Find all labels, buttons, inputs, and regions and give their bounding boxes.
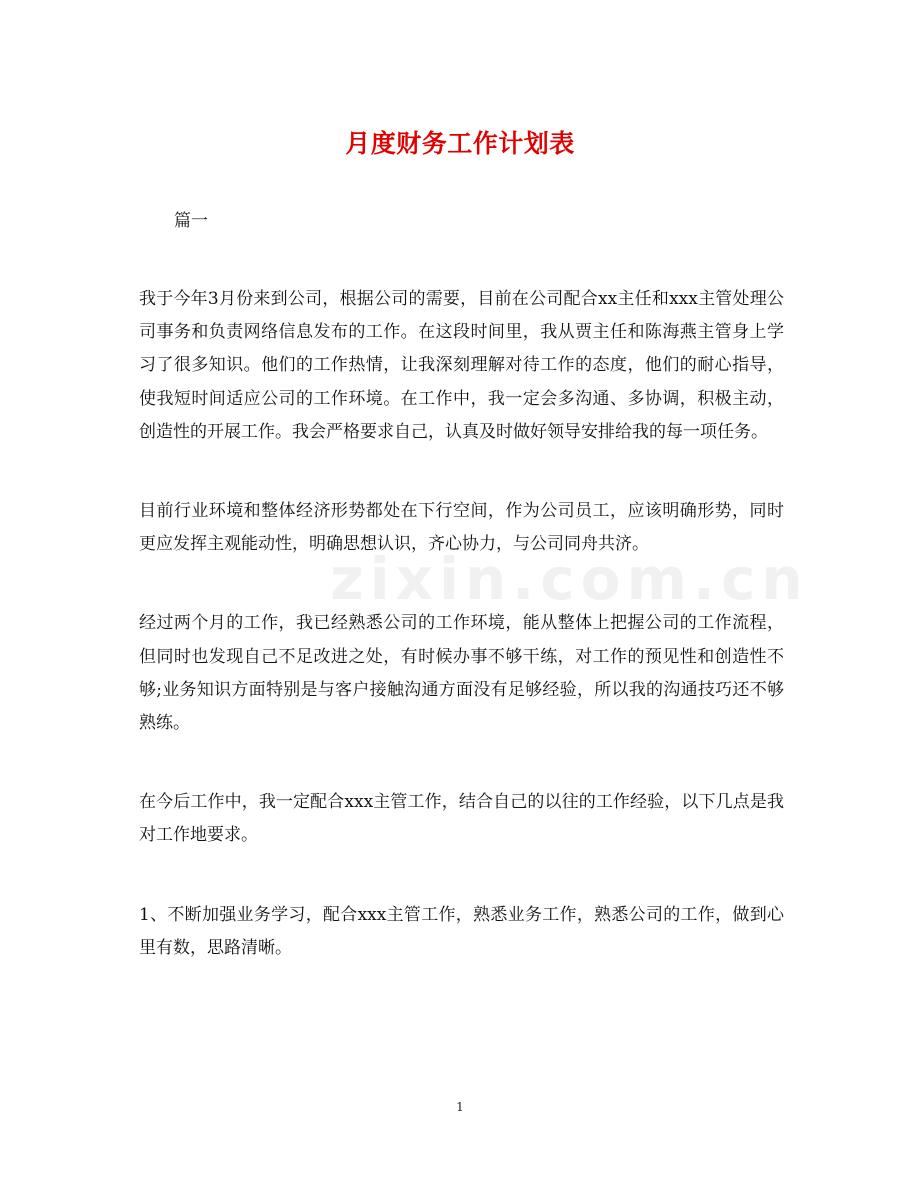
document-title: 月度财务工作计划表 — [345, 129, 575, 158]
document-body — [139, 283, 784, 1011]
paragraph-2: 目前行业环境和整体经济形势都处在下行空间，作为公司员工，应该明确形势，同时更应发挥主观能动性，明确思想认识，齐心协力，与公司同舟共济。 — [139, 501, 784, 555]
page-number: 1 — [456, 1100, 464, 1114]
paragraph-3: 经过两个月的工作，我已经熟悉公司的工作环境，能从整体上把握公司的工作流程，但同时也发现自己不足改进之处，有时候办事不够干练，对工作的预见性和创造性不够;业务知识方面特别是与客户接触沟通方面没有足够经验，所以我的沟通技巧还不够熟练。 — [139, 613, 784, 734]
paragraph-4: 在今后工作中，我一定配合xxx主管工作，结合自己的以往的工作经验，以下几点是我对工作地要求。 — [139, 792, 784, 846]
watermark-text: zixin.com.cn — [330, 545, 809, 613]
paragraph-5: 1、不断加强业务学习，配合xxx主管工作，熟悉业务工作，熟悉公司的工作，做到心里有数，思路清晰。 — [139, 904, 784, 958]
paragraph-1: 我于今年3月份来到公司，根据公司的需要，目前在公司配合xx主任和xxx主管处理公司事务和负责网络信息发布的工作。在这段时间里，我从贾主任和陈海燕主管身上学习了很多知识。他们的工作热情，让我深刻理解对待工作的态度，他们的耐心指导，使我短时间适应公司的工作环境。在工作中，我一定会多沟通、多协调，积极主动，创造性的开展工作。我会严格要求自己，认真及时做好领导安排给我的每一项任务。 — [139, 289, 784, 442]
section-heading: 篇一 — [174, 211, 208, 231]
